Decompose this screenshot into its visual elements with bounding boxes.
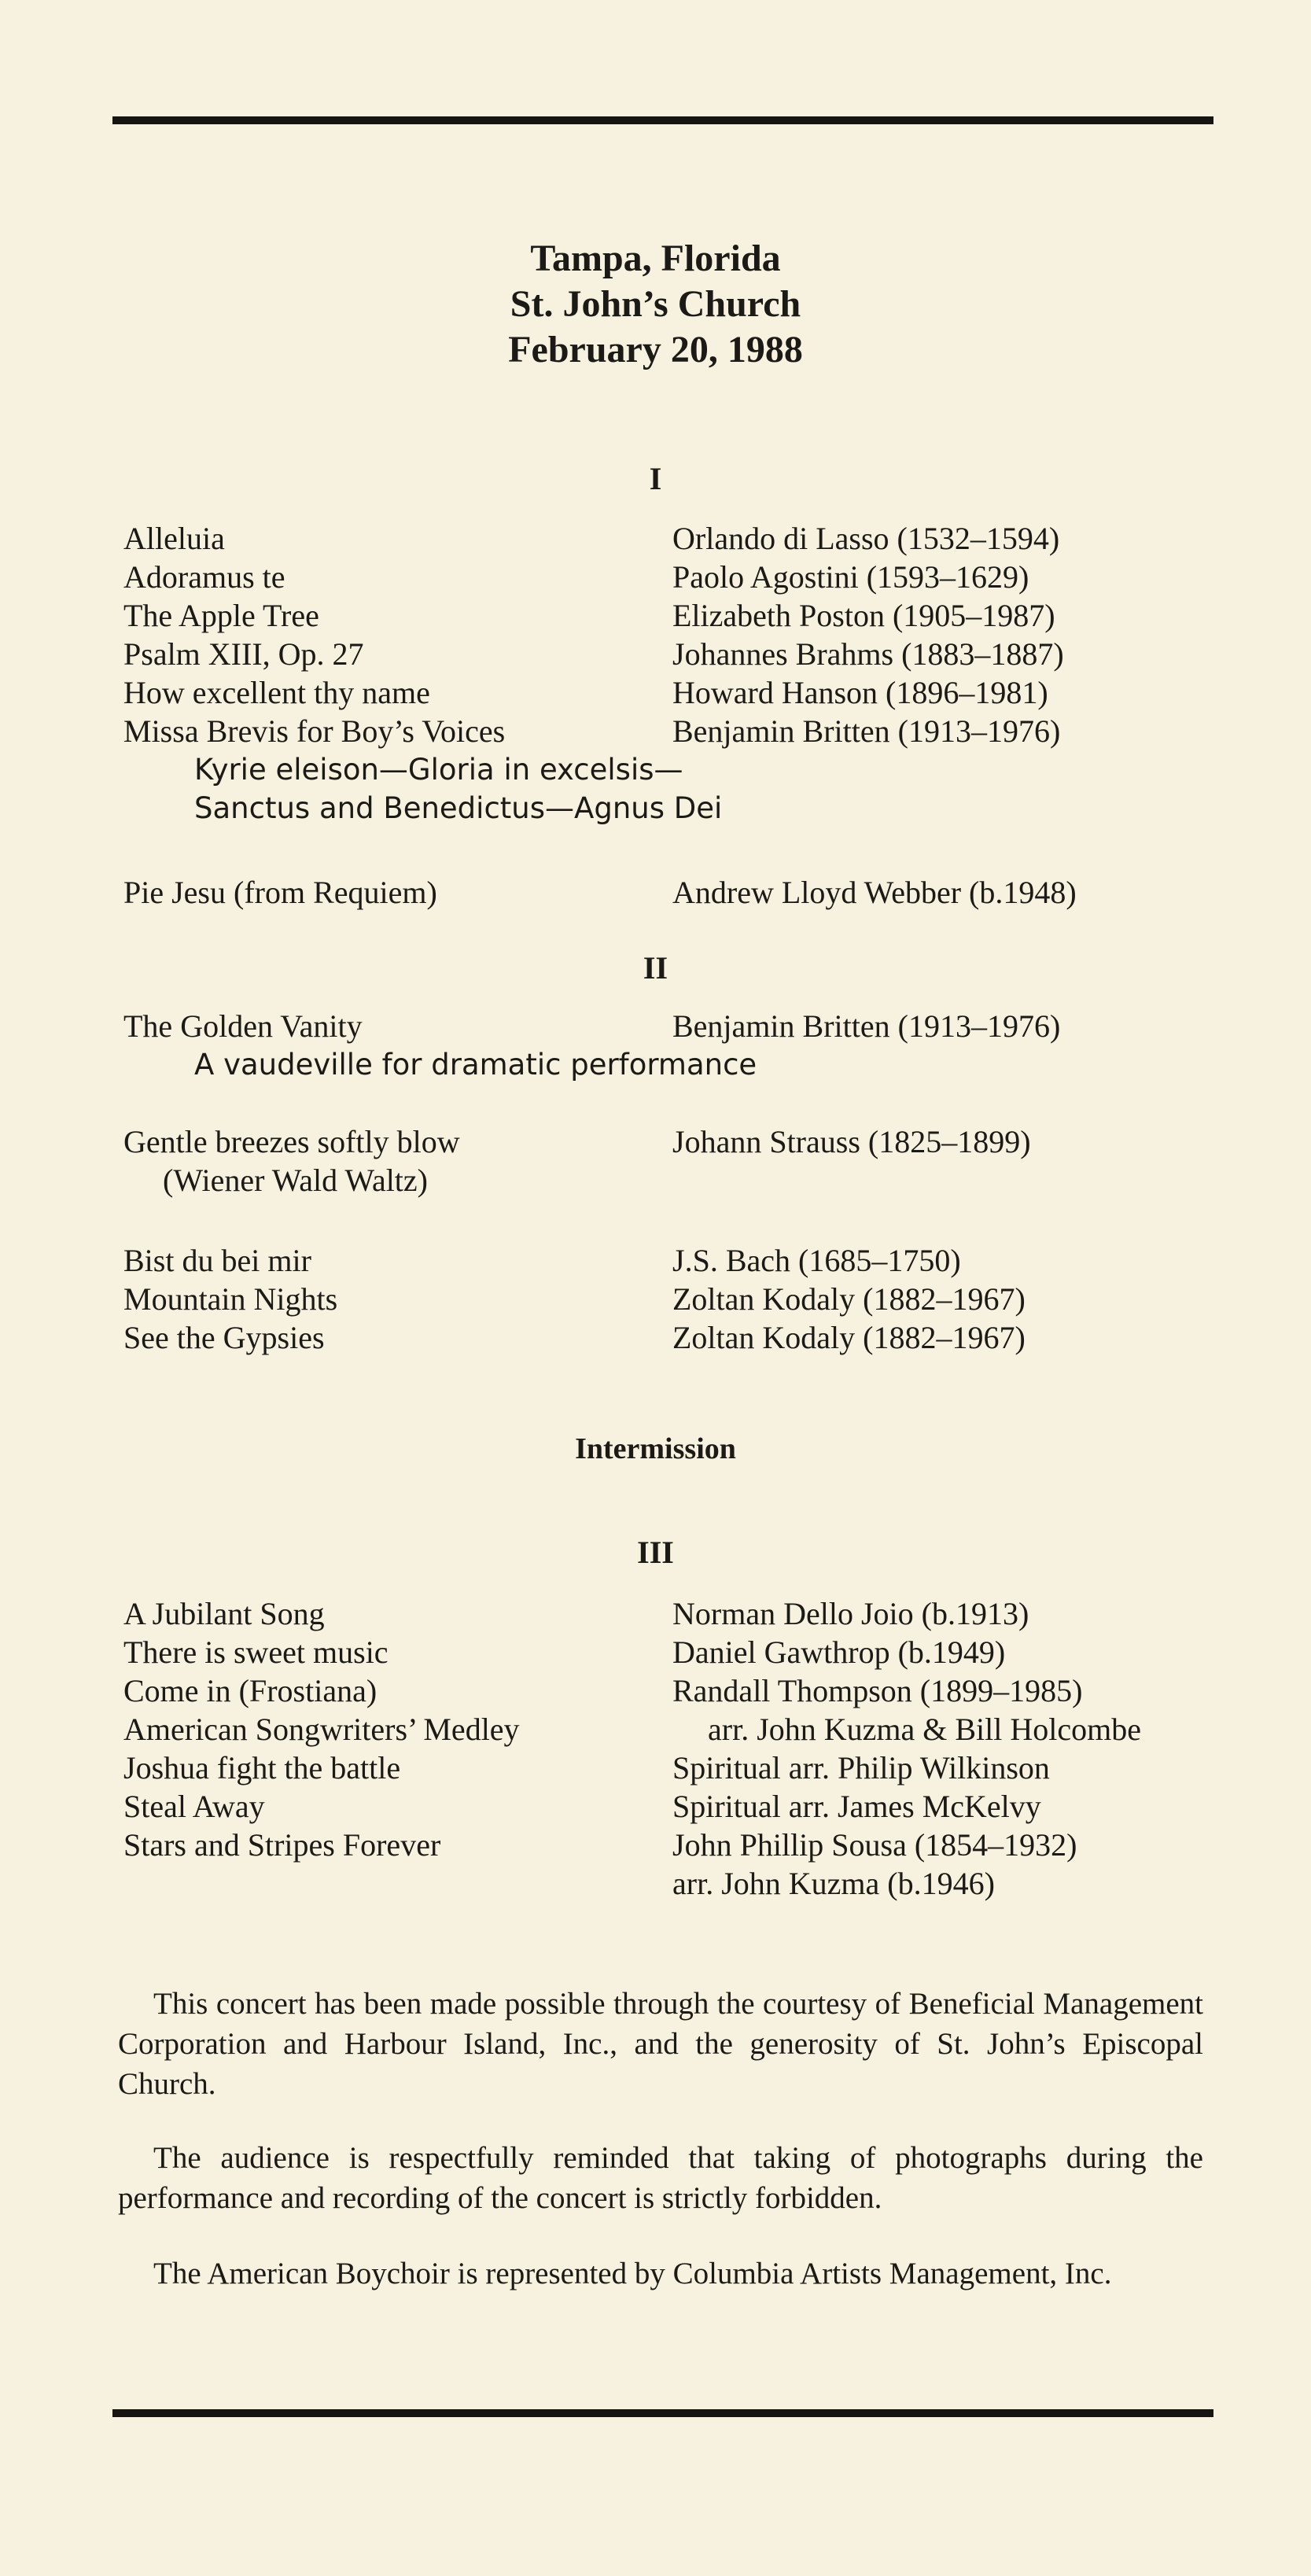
program-composer: J.S. Bach (1685–1750) xyxy=(672,1243,961,1278)
program-composer: Benjamin Britten (1913–1976) xyxy=(672,713,1061,749)
program-title: Gentle breezes softly blow xyxy=(123,1124,460,1159)
photography-notice: The audience is respectfully reminded that taking of photographs during the performance and recording of the concert is strictly forbidden. xyxy=(118,2141,1203,2215)
program-composer: Johann Strauss (1825–1899) xyxy=(672,1124,1031,1159)
program-composer: Johannes Brahms (1883–1887) xyxy=(672,636,1064,672)
program-title: A Jubilant Song xyxy=(123,1596,325,1631)
section-numeral-iii: III xyxy=(637,1535,674,1570)
program-composer: Zoltan Kodaly (1882–1967) xyxy=(672,1281,1026,1317)
section-numeral-ii: II xyxy=(643,950,668,986)
program-composer: Norman Dello Joio (b.1913) xyxy=(672,1596,1029,1631)
program-composer: John Phillip Sousa (1854–1932) xyxy=(672,1827,1077,1863)
missa-movements: Sanctus and Benedictus—Agnus Dei xyxy=(194,791,723,825)
program-title: Adoramus te xyxy=(123,559,285,595)
program-title: See the Gypsies xyxy=(123,1320,325,1355)
program-composer: Orlando di Lasso (1532–1594) xyxy=(672,521,1060,556)
golden-vanity-note: A vaudeville for dramatic performance xyxy=(194,1048,757,1082)
program-title: Mountain Nights xyxy=(123,1281,338,1317)
program-composer: arr. John Kuzma & Bill Holcombe xyxy=(708,1712,1142,1747)
program-title: Psalm XIII, Op. 27 xyxy=(123,636,364,672)
program-title: Alleluia xyxy=(123,521,225,556)
venue: St. John’s Church xyxy=(510,283,801,325)
program-composer: Spiritual arr. James McKelvy xyxy=(672,1789,1041,1824)
program-title: Stars and Stripes Forever xyxy=(123,1827,441,1863)
city: Tampa, Florida xyxy=(530,238,781,279)
missa-movements: Kyrie eleison—Gloria in excelsis— xyxy=(194,753,683,787)
sousa-arranger: arr. John Kuzma (b.1946) xyxy=(672,1866,995,1901)
section-numeral-i: I xyxy=(649,461,662,496)
top-rule xyxy=(112,116,1213,124)
program-title: There is sweet music xyxy=(123,1634,389,1670)
program-title: Missa Brevis for Boy’s Voices xyxy=(123,713,506,749)
program-title: Come in (Frostiana) xyxy=(123,1673,377,1708)
program-title: Joshua fight the battle xyxy=(123,1750,401,1786)
program-composer: Spiritual arr. Philip Wilkinson xyxy=(672,1750,1050,1786)
program-title: Bist du bei mir xyxy=(123,1243,311,1278)
program-composer: Zoltan Kodaly (1882–1967) xyxy=(672,1320,1026,1355)
program-composer: Andrew Lloyd Webber (b.1948) xyxy=(672,875,1077,910)
sponsor-note: This concert has been made possible through the courtesy of Beneficial Management Corporation and Harbour Island, Inc., and the generosity of St. John’s Episcopal Church. xyxy=(118,1987,1203,2101)
intermission-heading: Intermission xyxy=(575,1432,736,1465)
program-title: How excellent thy name xyxy=(123,675,430,710)
program-composer: Paolo Agostini (1593–1629) xyxy=(672,559,1029,595)
management-note: The American Boychoir is represented by Columbia Artists Management, Inc. xyxy=(153,2257,1112,2290)
program-composer: Benjamin Britten (1913–1976) xyxy=(672,1008,1061,1044)
program-title: Pie Jesu (from Requiem) xyxy=(123,875,437,910)
program-title: The Apple Tree xyxy=(123,598,319,633)
program-composer: Elizabeth Poston (1905–1987) xyxy=(672,598,1055,633)
date: February 20, 1988 xyxy=(508,329,803,370)
program-title: Steal Away xyxy=(123,1789,265,1824)
program-title: American Songwriters’ Medley xyxy=(123,1712,520,1747)
program-composer: Daniel Gawthrop (b.1949) xyxy=(672,1634,1006,1670)
strauss-subtitle: (Wiener Wald Waltz) xyxy=(163,1163,428,1198)
program-composer: Randall Thompson (1899–1985) xyxy=(672,1673,1083,1708)
program-composer: Howard Hanson (1896–1981) xyxy=(672,675,1048,710)
program-title: The Golden Vanity xyxy=(123,1008,363,1044)
bottom-rule xyxy=(112,2409,1213,2417)
concert-header xyxy=(0,236,1311,373)
